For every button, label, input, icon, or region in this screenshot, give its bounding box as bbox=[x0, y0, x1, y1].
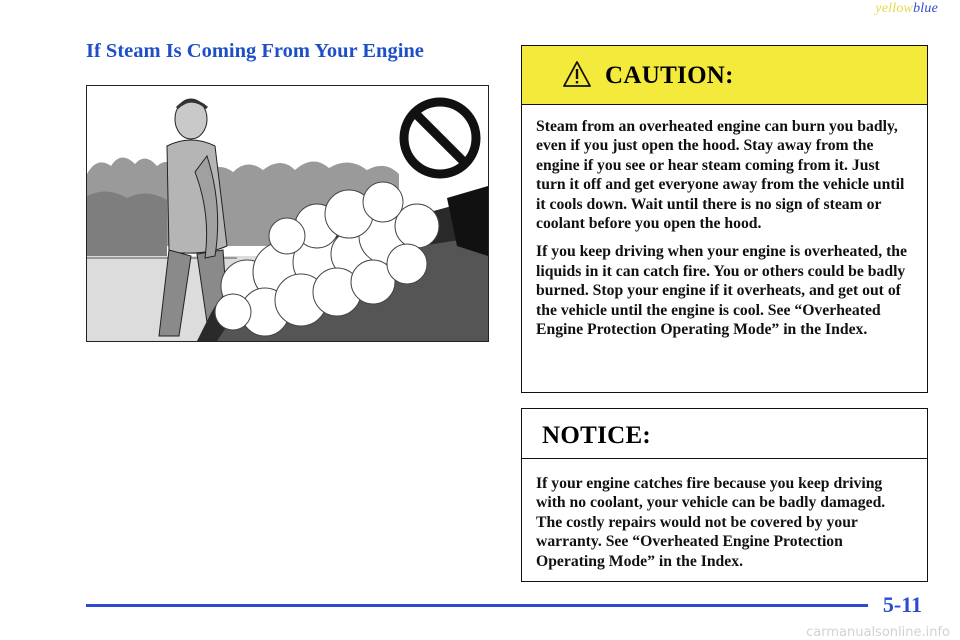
notice-body bbox=[522, 459, 927, 571]
color-tag-yellow: yellow bbox=[875, 1, 914, 16]
caution-paragraph: If you keep driving when your engine is overheated, the liquids in it can catch fire. You or others could be badly burned. Stop your engine if it overheats, and get out of the vehicle until the engine is cool. See “Overheated Engine Protection Operating Mode” in the Index. bbox=[536, 243, 907, 339]
warning-triangle-icon bbox=[562, 60, 592, 93]
caution-title: CAUTION: bbox=[605, 62, 734, 89]
caution-header bbox=[522, 46, 927, 105]
footer-rule bbox=[86, 604, 868, 607]
caution-body bbox=[522, 105, 927, 339]
notice-paragraph: If your engine catches fire because you keep driving with no coolant, your vehicle can be badly damaged. The costly repairs would not be covered by your warranty. See “Overheated Engine Protection Operating Mode” in the Index. bbox=[536, 475, 886, 570]
page-number: 5-11 bbox=[882, 592, 922, 617]
caution-paragraph: Steam from an overheated engine can burn you badly, even if you just open the hood. Stay away from the engine if you see or hear steam coming from it. Just turn it off and get everyone away from the vehicle until it cools down. Wait until there is no sign of steam or coolant before you open the hood. bbox=[536, 118, 905, 233]
caution-box bbox=[521, 45, 928, 393]
notice-header bbox=[522, 409, 927, 459]
steam-engine-illustration bbox=[86, 85, 489, 342]
notice-title: NOTICE: bbox=[542, 422, 652, 449]
notice-box bbox=[521, 408, 928, 582]
section-heading: If Steam Is Coming From Your Engine bbox=[86, 40, 424, 62]
color-tag-blue: blue bbox=[913, 1, 938, 16]
watermark: carmanualsonline.info bbox=[806, 625, 950, 640]
color-tag bbox=[875, 1, 938, 17]
no-symbol-icon bbox=[404, 102, 476, 174]
